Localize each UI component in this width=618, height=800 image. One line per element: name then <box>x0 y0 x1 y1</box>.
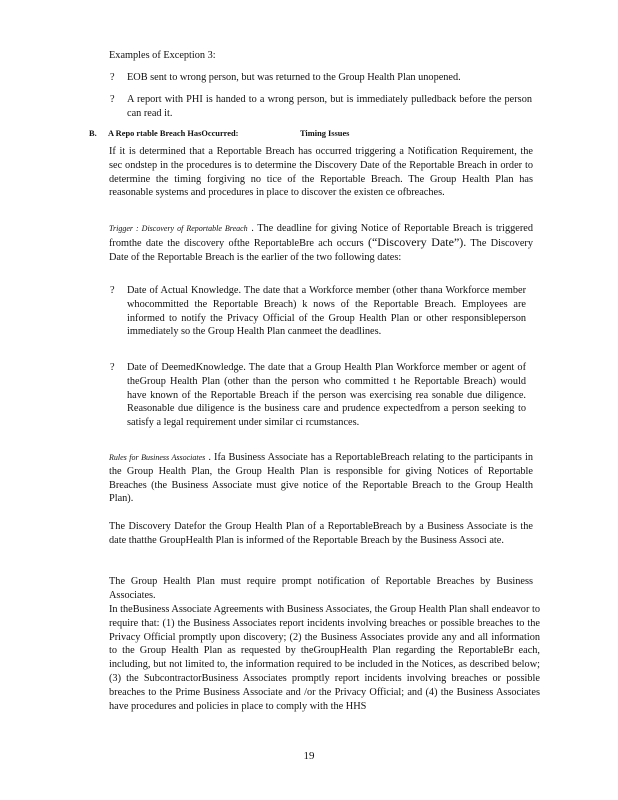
section-b-title-timing: Timing Issues <box>300 129 350 138</box>
trigger-label: Trigger : Discovery of Reportable Breach <box>109 224 248 233</box>
section-b-title: A Repo rtable Breach HasOccurred: <box>108 129 239 138</box>
prompt-notification-paragraph: The Group Health Plan must require prompt notification of Reportable Breaches by Business Associates. <box>109 576 533 601</box>
bullet-marker: ? <box>110 72 115 83</box>
rules-business-associates-paragraph <box>109 451 533 506</box>
bullet-marker: ? <box>110 94 115 105</box>
rules-label: Rules for Business Associates <box>109 453 206 462</box>
bullet-marker: ? <box>110 285 115 296</box>
trigger-text: . The deadline for giving Notice of Reportable Breach is triggered fromthe date the discovery ofthe ReportableBre ach occurs <box>109 223 533 249</box>
page-number: 19 <box>303 750 315 762</box>
discovery-date-ba-paragraph: The Discovery Datefor the Group Health Plan of a ReportableBreach by a Business Associate is the date thatthe GroupHealth Plan is informed of the Reportable Breach by the Business Associ ate. <box>109 521 533 546</box>
section-b-label: B. <box>89 129 97 138</box>
trigger-paragraph <box>109 222 533 264</box>
exception-bullet-2: A report with PHI is handed to a wrong person, but is immediately pulledback before the person can read it. <box>127 94 532 119</box>
discovery-date-term: (“Discovery Date”). <box>367 234 467 249</box>
exception-bullet-1: EOB sent to wrong person, but was returned to the Group Health Plan unopened. <box>127 72 461 83</box>
determination-paragraph: If it is determined that a Reportable Breach has occurred triggering a Notification Requirement, the sec ondstep in the procedures is to determine the Discovery Date of the Reportable Breach in order to determine the timing forgiving no tice of the Reportable Breach. The Group Health Plan has reasonable systems and procedures in place to discover the existen ce ofbreaches. <box>109 146 533 199</box>
ba-agreements-paragraph: In theBusiness Associate Agreements with Business Associates, the Group Health Plan shall endeavor to require that: (1) the Business Associates report incidents involving breaches or possible breaches to the Privacy Official promptly upon discovery; (2) the Business Associates provide any and all information to the Group Health Plan as requested by theGroupHealth Plan regarding the ReportableBr each, including, but not limited to, the information required to be included in the Notices, as described below; (3) the SubcontractorBusiness Associates promptly report incidents involving breaches or possible breaches to the Prime Business Associate and /or the Privacy Official; and (4) the Business Associates have procedures and policies in place to comply with the HHS <box>109 604 540 712</box>
examples-heading: Examples of Exception 3: <box>109 50 216 61</box>
actual-knowledge-bullet: Date of Actual Knowledge. The date that a Workforce member (other thana Workforce member whocommitted the Reportable Breach) k nows of the Reportable Breach. Employees are informed to notify the Privacy Official of the Group Health Plan or other responsibleperson immediately so the Group Health Plan canmeet the deadlines. <box>127 285 526 338</box>
bullet-marker: ? <box>110 362 115 373</box>
rules-text: . Ifa Business Associate has a ReportableBreach relating to the participants in the Group Health Plan, the Group Health Plan is responsible for giving Notices of Reportable Breaches (the Business Associate must give notice of the Reportable Breach to the Group Health Plan). <box>109 452 534 505</box>
deemed-knowledge-bullet: Date of DeemedKnowledge. The date that a Group Health Plan Workforce member or agent of theGroup Health Plan (other than the person who committed t he Reportable Breach) would have known of the Reportable Breach if the person was exercising rea sonable due diligence. Reasonable due diligence is the business care and prudence expectedfrom a person seeking to satisfy a legal requirement under similar ci rcumstances. <box>127 362 526 429</box>
trigger-text-cont: The Discovery Date of the Reportable Breach is the earlier of the two following dates: <box>109 237 533 263</box>
